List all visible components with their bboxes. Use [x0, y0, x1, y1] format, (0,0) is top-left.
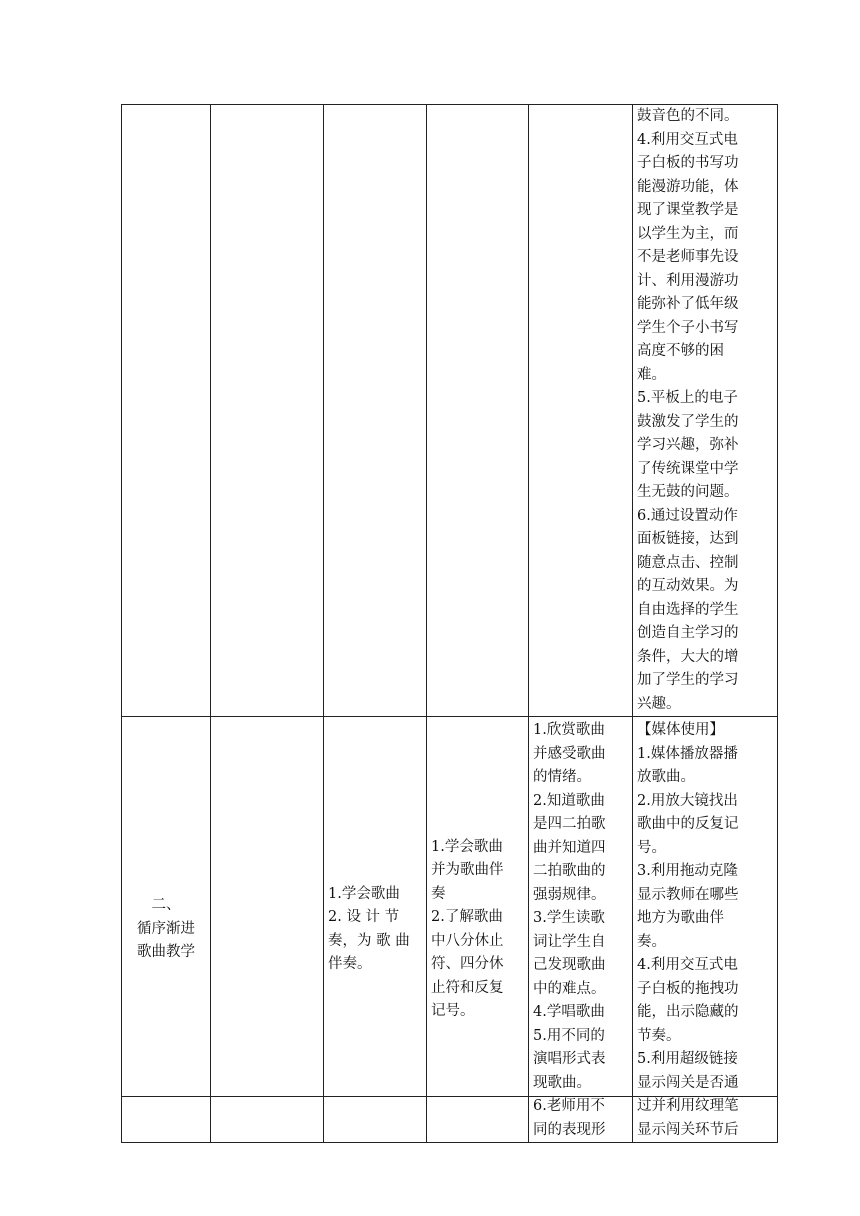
- text-line: 3.学生读歌: [533, 910, 605, 926]
- text-line: 2.了解歌曲: [431, 909, 503, 925]
- text-line: 了传统课堂中学: [637, 460, 739, 477]
- text-line: 6.老师用不: [533, 1098, 605, 1114]
- text-line: 能漫游功能，体: [637, 178, 739, 195]
- text-line: 5.平板上的电子: [637, 390, 738, 406]
- text-line: 计、利用漫游功: [637, 272, 739, 289]
- text-line: 二拍歌曲的: [533, 863, 606, 879]
- text-line: 生无鼓的问题。: [637, 484, 739, 500]
- text-line: 2.用放大镜找出: [637, 792, 738, 809]
- text-line: 1.学会歌曲: [328, 885, 400, 902]
- key-point-cell: [427, 717, 529, 1143]
- text-line: 的情绪。: [533, 769, 591, 785]
- lesson-plan-table: [121, 104, 778, 1143]
- text-line: 1.学会歌曲: [431, 838, 503, 855]
- text-line: 创造自主学习的: [637, 625, 739, 641]
- text-line: 学习兴趣，弥补: [637, 437, 739, 453]
- goal-text: [328, 883, 422, 977]
- text-line: 符、四分休: [431, 956, 504, 972]
- content-cell: [211, 105, 324, 717]
- text-line: 子白板的拖拽功: [637, 980, 739, 997]
- stage-cell: [122, 717, 211, 1143]
- activity-cell: [529, 105, 633, 717]
- text-line: 词让学生自: [533, 933, 606, 950]
- text-line: 伴奏。: [328, 956, 372, 972]
- text-line: 不是老师事先设: [637, 249, 739, 265]
- activity-text: [533, 719, 628, 1142]
- media-use-cell: [633, 105, 778, 717]
- text-line: 地方为歌曲伴: [637, 910, 724, 926]
- text-line: 自由选择的学生: [637, 601, 739, 618]
- text-line: 显示闯关环节后: [637, 1121, 739, 1138]
- text-line: 高度不够的困: [637, 343, 724, 359]
- table-row: [122, 105, 778, 717]
- text-line: 兴趣。: [637, 695, 681, 712]
- activity-cell: [529, 717, 633, 1143]
- text-line: 4.学唱歌曲: [533, 1004, 605, 1020]
- media-use-text: [637, 105, 773, 716]
- table-bottom-rule: [121, 1096, 778, 1097]
- text-line: 显示闯关是否通: [637, 1074, 739, 1091]
- text-line: 过并利用纹理笔: [637, 1098, 739, 1114]
- text-line: 能弥补了低年级: [637, 296, 739, 312]
- text-line: 以学生为主，而: [637, 225, 739, 242]
- media-use-cell: [633, 717, 778, 1143]
- stage-cell: [122, 105, 211, 717]
- text-line: 难。: [637, 366, 666, 383]
- text-line: 歌曲中的反复记: [637, 816, 739, 832]
- text-line: 己发现歌曲: [533, 957, 606, 973]
- text-line: 记号。: [431, 1003, 475, 1019]
- text-line: 的互动效果。为: [637, 578, 739, 594]
- text-line: 6.通过设置动作: [637, 507, 738, 524]
- text-line: 是四二拍歌: [533, 816, 606, 832]
- stage-title: [126, 894, 206, 965]
- text-line: 1.欣赏歌曲: [533, 722, 605, 738]
- text-line: 4.利用交互式电: [637, 131, 738, 148]
- text-line: 奏，为 歌 曲: [328, 932, 410, 949]
- text-line: 子白板的书写功: [637, 155, 739, 171]
- text-line: 1.媒体播放器播: [637, 745, 738, 762]
- text-line: 奏。: [637, 933, 666, 950]
- text-line: 同的表现形: [533, 1121, 606, 1138]
- text-line: 强弱规律。: [533, 886, 606, 903]
- text-line: 2. 设 计 节: [328, 909, 400, 925]
- text-line: 2.知道歌曲: [533, 792, 605, 809]
- text-line: 奏: [431, 885, 446, 902]
- text-line: 中的难点。: [533, 980, 606, 997]
- text-line: 止符和反复: [431, 979, 504, 996]
- text-line: 现了课堂教学是: [637, 202, 739, 218]
- text-line: 演唱形式表: [533, 1051, 606, 1067]
- table-row: [122, 717, 778, 1143]
- text-line: 现歌曲。: [533, 1074, 591, 1091]
- text-line: 中八分休止: [431, 932, 504, 949]
- goal-cell: [324, 105, 427, 717]
- text-line: 循序渐进: [137, 920, 195, 937]
- text-line: 号。: [637, 839, 666, 856]
- media-use-text: [637, 719, 773, 1142]
- text-line: 歌曲教学: [137, 944, 195, 961]
- text-line: 学生个子小书写: [637, 319, 739, 336]
- text-line: 【媒体使用】: [637, 722, 724, 738]
- text-line: 显示教师在哪些: [637, 886, 739, 903]
- text-line: 5.用不同的: [533, 1027, 605, 1044]
- text-line: 曲并知道四: [533, 839, 606, 856]
- text-line: 节奏。: [637, 1027, 681, 1044]
- text-line: 加了学生的学习: [637, 672, 739, 688]
- text-line: 鼓激发了学生的: [637, 413, 739, 430]
- text-line: 二、: [151, 897, 181, 914]
- text-line: 鼓音色的不同。: [637, 108, 739, 124]
- goal-cell: [324, 717, 427, 1143]
- text-line: 条件，大大的增: [637, 648, 739, 665]
- text-line: 能，出示隐藏的: [637, 1004, 739, 1020]
- text-line: 并感受歌曲: [533, 745, 606, 762]
- content-cell: [211, 717, 324, 1143]
- text-line: 放歌曲。: [637, 769, 695, 785]
- text-line: 3.利用拖动克隆: [637, 863, 738, 879]
- text-line: 4.利用交互式电: [637, 957, 738, 973]
- key-point-cell: [427, 105, 529, 717]
- text-line: 面板链接，达到: [637, 531, 739, 547]
- text-line: 随意点击、控制: [637, 554, 739, 571]
- text-line: 并为歌曲伴: [431, 862, 504, 878]
- text-line: 5.利用超级链接: [637, 1051, 738, 1067]
- key-point-text: [431, 836, 524, 1024]
